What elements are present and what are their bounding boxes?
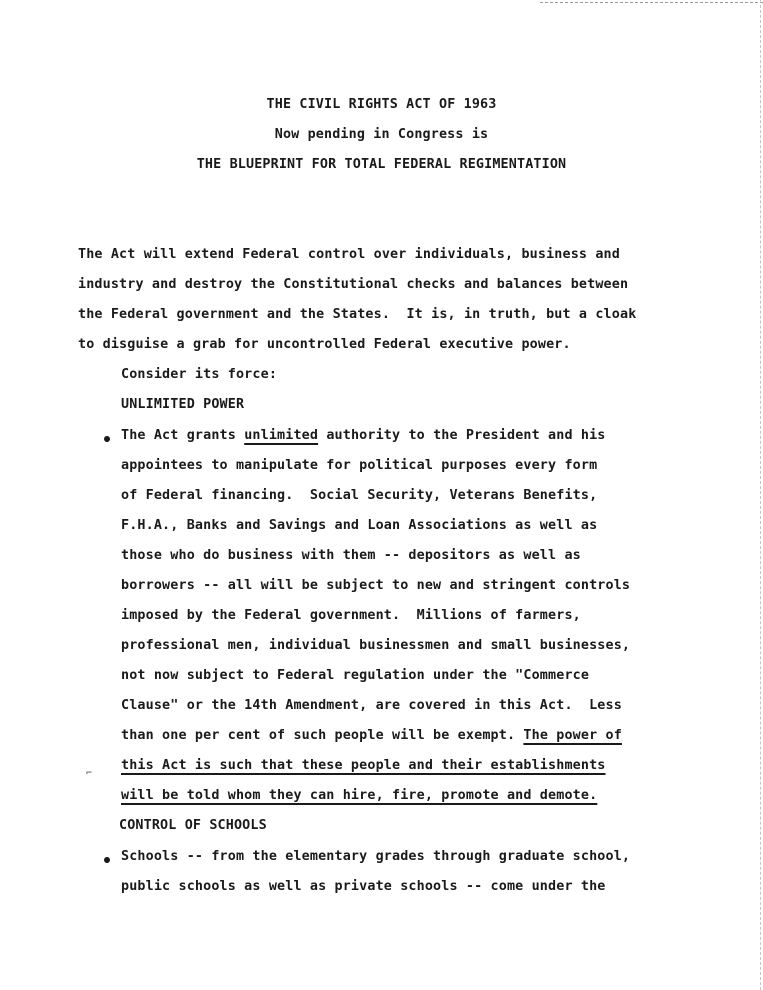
scan-edge-right bbox=[760, 0, 761, 990]
document-subtitle: Now pending in Congress is bbox=[274, 127, 489, 142]
paragraph-line: F.H.A., Banks and Savings and Loan Associations as well as bbox=[121, 518, 598, 533]
paragraph-line: borrowers -- all will be subject to new and stringent controls bbox=[121, 578, 631, 593]
scan-edge-top bbox=[540, 2, 763, 3]
underlined-text: The power of bbox=[523, 728, 622, 743]
paragraph-line: those who do business with them -- depositors as well as bbox=[121, 548, 581, 563]
paragraph-line bbox=[121, 788, 597, 804]
underlined-text: this Act is such that these people and their establishments bbox=[121, 758, 606, 773]
document-headline: THE BLUEPRINT FOR TOTAL FEDERAL REGIMENTATION bbox=[196, 157, 567, 172]
paragraph-line: professional men, individual businessmen and small businesses, bbox=[121, 638, 631, 653]
paragraph-line: imposed by the Federal government. Millions of farmers, bbox=[121, 608, 581, 623]
paragraph-line: of Federal financing. Social Security, Veterans Benefits, bbox=[121, 488, 598, 503]
paragraph-line: Clause" or the 14th Amendment, are covered in this Act. Less bbox=[121, 698, 622, 713]
paragraph-line: not now subject to Federal regulation under the "Commerce bbox=[121, 668, 590, 683]
intro-line: The Act will extend Federal control over individuals, business and bbox=[78, 247, 620, 262]
bullet-icon bbox=[103, 435, 111, 443]
document-title: THE CIVIL RIGHTS ACT OF 1963 bbox=[266, 97, 497, 112]
consider-line: Consider its force: bbox=[121, 367, 278, 382]
stray-mark: ⌐ bbox=[86, 768, 93, 779]
section-heading-unlimited-power: UNLIMITED POWER bbox=[121, 397, 245, 412]
paragraph-line: public schools as well as private schools -- come under the bbox=[121, 879, 606, 894]
underlined-text: will be told whom they can hire, fire, promote and demote. bbox=[121, 788, 598, 803]
paragraph-line bbox=[121, 758, 606, 774]
section-heading-control-of-schools: CONTROL OF SCHOOLS bbox=[119, 818, 267, 833]
paragraph-line: appointees to manipulate for political purposes every form bbox=[121, 458, 598, 473]
bullet-icon bbox=[103, 856, 111, 864]
paragraph-line: Schools -- from the elementary grades through graduate school, bbox=[121, 849, 631, 864]
paragraph-line bbox=[121, 728, 622, 744]
paragraph-line bbox=[121, 428, 606, 444]
text-run: than one per cent of such people will be exempt. bbox=[121, 728, 524, 743]
text-run: The Act grants bbox=[121, 428, 245, 443]
intro-line: the Federal government and the States. It is, in truth, but a cloak bbox=[78, 307, 637, 322]
underlined-text: unlimited bbox=[244, 428, 319, 443]
intro-line: industry and destroy the Constitutional checks and balances between bbox=[78, 277, 629, 292]
text-run: authority to the President and his bbox=[318, 428, 606, 443]
intro-line: to disguise a grab for uncontrolled Federal executive power. bbox=[78, 337, 571, 352]
